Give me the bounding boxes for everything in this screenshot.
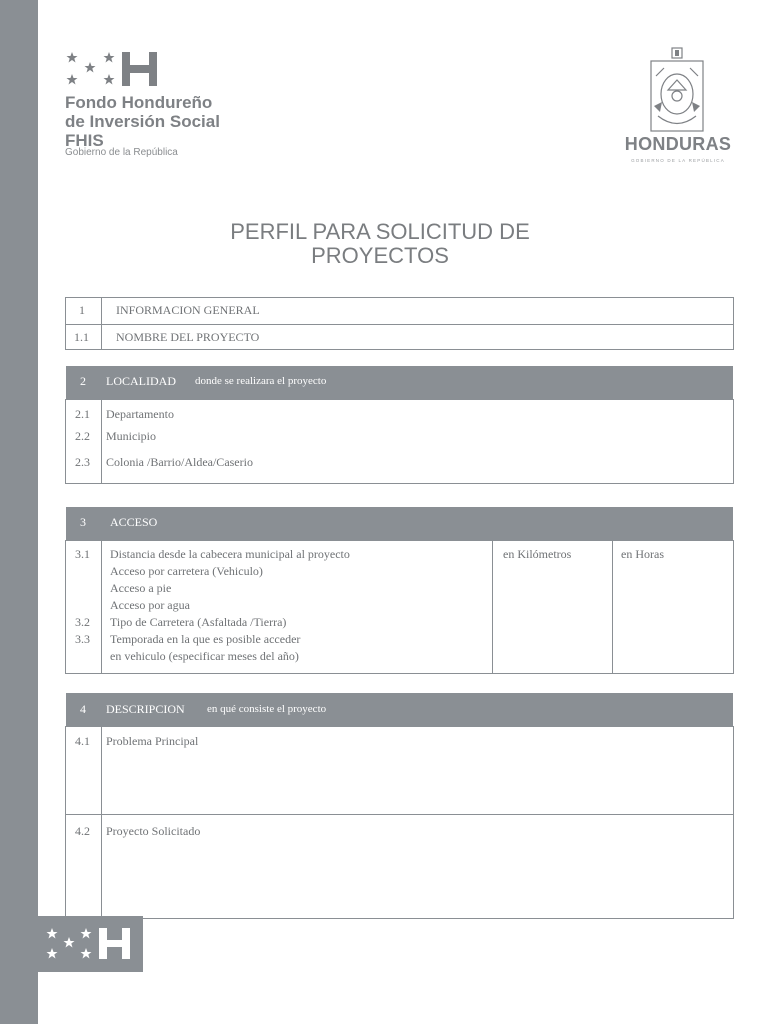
left-sidebar-band (0, 0, 38, 1024)
section-subtitle: donde se realizara el proyecto (195, 375, 327, 387)
row-number: 2.3 (75, 455, 90, 469)
row-number: 4.1 (75, 734, 90, 748)
divider (492, 541, 493, 673)
column-kilometers: en Kilómetros (503, 547, 572, 561)
section-title: LOCALIDAD (106, 374, 176, 388)
honduras-tagline: GOBIERNO DE LA REPÚBLICA (631, 158, 725, 163)
row-number: 3.3 (75, 632, 90, 646)
page-title (160, 220, 600, 268)
section-title: DESCRIPCION (106, 702, 185, 716)
project-name-label: NOMBRE DEL PROYECTO (116, 330, 260, 344)
row-number: 1 (79, 303, 85, 317)
fhis-name-line2: de Inversión Social (65, 112, 220, 131)
municipality-label: Municipio (106, 429, 156, 443)
row-number: 4.2 (75, 824, 90, 838)
row-number: 3.2 (75, 615, 90, 629)
row-number: 2.2 (75, 429, 90, 443)
row-number: 1.1 (74, 330, 89, 344)
section-number: 3 (80, 515, 86, 529)
section-location-header (66, 366, 733, 399)
access-line: en vehiculo (especificar meses del año) (110, 649, 299, 663)
section-subtitle: en qué consiste el proyecto (207, 703, 327, 715)
fhis-stars-h-icon (65, 50, 165, 90)
row-number: 2.1 (75, 407, 90, 421)
divider (101, 400, 102, 483)
row-number: 3.1 (75, 547, 90, 561)
access-line: Acceso a pie (110, 581, 172, 595)
divider (101, 541, 102, 673)
divider (612, 541, 613, 673)
fhis-tagline: Gobierno de la República (65, 147, 178, 158)
access-line: Temporada en la que es posible acceder (110, 632, 301, 646)
section-description-body (65, 726, 734, 919)
column-hours: en Horas (621, 547, 664, 561)
section-access-body (65, 540, 734, 674)
section-title: ACCESO (110, 515, 158, 529)
page-title-line1: PERFIL PARA SOLICITUD DE (230, 219, 530, 244)
section-location-body (65, 399, 734, 484)
section-description-header (66, 693, 733, 726)
fhis-footer-badge (38, 916, 143, 972)
access-line: Acceso por carretera (Vehiculo) (110, 564, 263, 578)
page-title-line2: PROYECTOS (311, 243, 449, 268)
fhis-logo (65, 50, 285, 165)
fhis-stars-h-icon (38, 916, 143, 972)
colony-label: Colonia /Barrio/Aldea/Caserio (106, 455, 253, 469)
access-line: Acceso por agua (110, 598, 190, 612)
section-number: 4 (80, 702, 86, 716)
divider (66, 814, 733, 815)
department-label: Departamento (106, 407, 174, 421)
requested-project-label: Proyecto Solicitado (106, 824, 201, 838)
fhis-name-line1: Fondo Hondureño (65, 93, 213, 112)
divider (101, 727, 102, 918)
honduras-logo (618, 46, 738, 171)
section-general-info (65, 297, 734, 350)
divider (66, 324, 733, 325)
section-number: 2 (80, 374, 86, 388)
honduras-wordmark: HONDURAS (624, 134, 732, 154)
main-problem-label: Problema Principal (106, 734, 199, 748)
general-info-label: INFORMACION GENERAL (116, 303, 260, 317)
fhis-acronym: FHIS (65, 131, 104, 150)
coat-of-arms-icon (618, 46, 738, 136)
access-line: Tipo de Carretera (Asfaltada /Tierra) (110, 615, 287, 629)
section-access-header (66, 507, 733, 540)
access-line: Distancia desde la cabecera municipal al proyecto (110, 547, 350, 561)
